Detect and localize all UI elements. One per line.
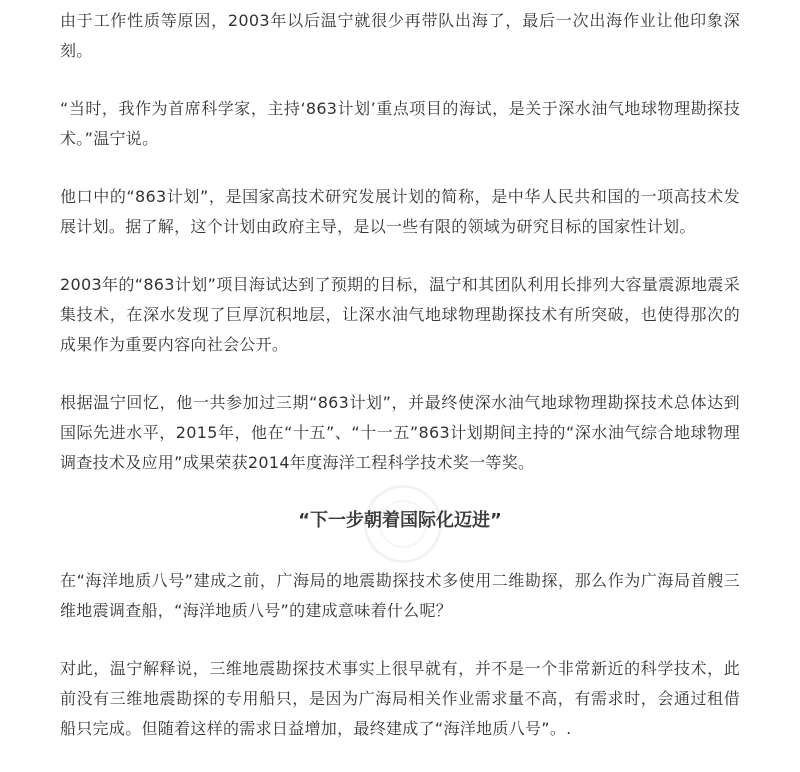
paragraph: 2003年的“863计划”项目海试达到了预期的目标，温宁和其团队利用长排列大容量震源地震采集技术，在深水发现了巨厚沉积地层，让深水油气地球物理勘探技术有所突破，也使得那次的成果作为重要内容向社会公开。 [60,275,740,354]
paragraph: 在“海洋地质八号”建成之前，广海局的地震勘探技术多使用二维勘探，那么作为广海局首艘三维地震调查船，“海洋地质八号”的建成意味着什么呢？ [60,571,740,620]
section-heading-text: “下一步朝着国际化迈进” [298,510,502,531]
paragraph: 对此，温宁解释说，三维地震勘探技术事实上很早就有，并不是一个非常新近的科学技术，此前没有三维地震勘探的专用船只，是因为广海局相关作业需求量不高，有需求时，会通过租借船只完成。但随着这样的需求日益增加，最终建成了“海洋地质八号”。. [60,659,740,738]
paragraph: 根据温宁回忆，他一共参加过三期“863计划”，并最终使深水油气地球物理勘探技术总体达到国际先进水平，2015年，他在“十五”、“十一五”863计划期间主持的“深水油气综合地球物理调查技术及应用”成果荣获2014年度海洋工程科学技术奖一等奖。 [60,393,740,472]
article-body [60,6,740,772]
paragraph: “当时，我作为首席科学家，主持‘863计划’重点项目的海试，是关于深水油气地球物理勘探技术。”温宁说。 [60,99,740,148]
paragraph: 他口中的“863计划”，是国家高技术研究发展计划的简称，是中华人民共和国的一项高技术发展计划。据了解，这个计划由政府主导，是以一些有限的领域为研究目标的国家性计划。 [60,187,740,236]
paragraph: 由于工作性质等原因，2003年以后温宁就很少再带队出海了，最后一次出海作业让他印象深刻。 [60,11,740,60]
section-heading [60,506,740,536]
